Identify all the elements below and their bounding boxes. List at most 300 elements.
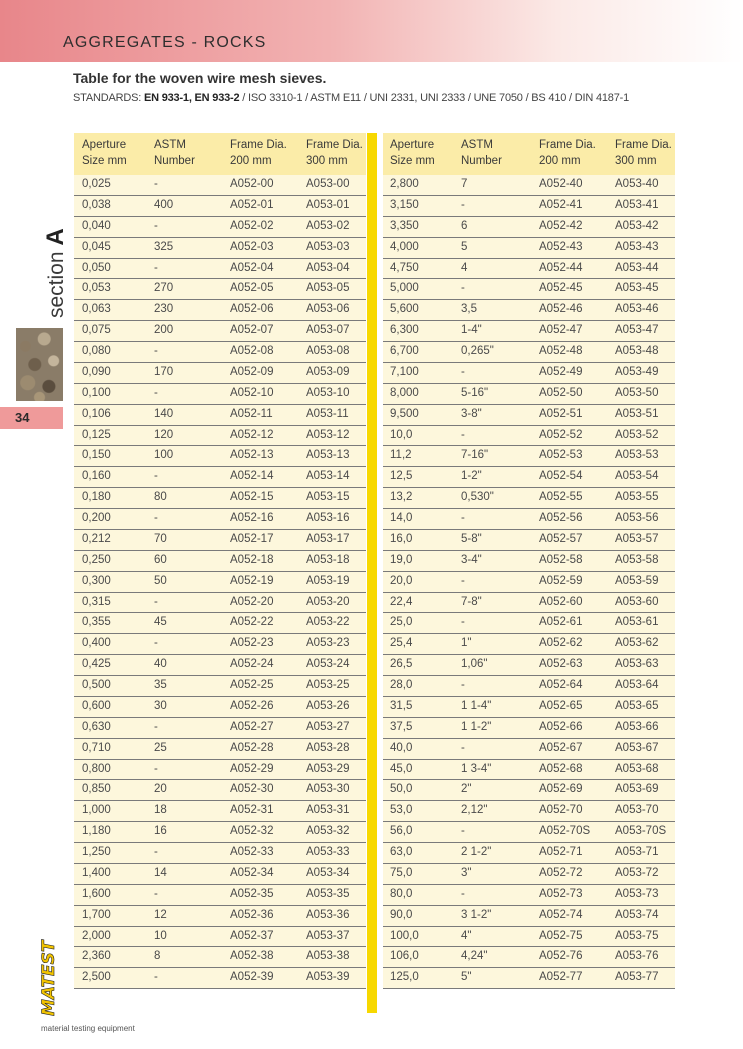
cell-astm: 40 (154, 658, 167, 671)
cell-frame-300: A053-49 (615, 365, 659, 378)
cell-frame-300: A053-50 (615, 386, 659, 399)
cell-frame-200: A052-34 (230, 866, 274, 879)
table-row (383, 655, 675, 676)
cell-frame-200: A052-32 (230, 825, 274, 838)
cell-aperture: 2,800 (390, 178, 419, 190)
cell-frame-200: A052-37 (230, 929, 274, 942)
cell-aperture: 0,053 (82, 282, 111, 295)
cell-astm: 1,06" (461, 658, 488, 671)
cell-frame-200: A052-33 (230, 846, 274, 858)
cell-astm: - (154, 846, 158, 858)
cell-astm: 1" (461, 637, 472, 650)
cell-frame-200: A052-75 (539, 929, 583, 942)
cell-astm: 6 (461, 219, 468, 232)
table-row (383, 864, 675, 885)
table-row (74, 885, 366, 906)
cell-frame-300: A053-06 (306, 303, 350, 316)
cell-frame-300: A053-67 (615, 741, 659, 754)
cell-aperture: 106,0 (390, 950, 419, 963)
table-row (74, 238, 366, 259)
sieve-table-left (74, 133, 366, 989)
matest-logo: MATEST (39, 940, 59, 1016)
table-row (74, 405, 366, 426)
cell-frame-200: A052-76 (539, 950, 583, 963)
table-row (74, 175, 366, 196)
table-row (74, 822, 366, 843)
cell-frame-200: A052-10 (230, 386, 274, 399)
table-row (383, 405, 675, 426)
cell-aperture: 26,5 (390, 658, 413, 671)
cell-aperture: 4,750 (390, 261, 419, 274)
cell-frame-300: A053-01 (306, 198, 350, 211)
cell-aperture: 53,0 (390, 804, 413, 817)
cell-astm: - (154, 512, 158, 524)
col-frame-300: Frame Dia. 300 mm (615, 139, 672, 167)
standards-prefix: STANDARDS: (73, 92, 144, 104)
table-row (74, 780, 366, 801)
cell-aperture: 0,040 (82, 219, 111, 232)
cell-frame-300: A053-68 (615, 762, 659, 775)
cell-frame-300: A053-60 (615, 595, 659, 608)
cell-aperture: 1,000 (82, 804, 111, 817)
cell-aperture: 0,355 (82, 616, 111, 629)
cell-astm: 325 (154, 240, 174, 253)
cell-frame-300: A053-52 (615, 428, 659, 441)
cell-frame-200: A052-59 (539, 574, 583, 587)
cell-aperture: 1,180 (82, 825, 111, 838)
cell-astm: 30 (154, 699, 167, 712)
cell-aperture: 6,300 (390, 324, 419, 337)
table-row (74, 927, 366, 948)
cell-frame-300: A053-69 (615, 783, 659, 796)
cell-frame-200: A052-07 (230, 324, 274, 337)
page-number-tab (0, 407, 63, 429)
col-frame-200: Frame Dia. 200 mm (230, 139, 287, 167)
table-row (74, 760, 366, 781)
cell-astm: - (461, 616, 465, 629)
cell-frame-300: A053-14 (306, 470, 350, 483)
cell-frame-300: A053-16 (306, 512, 350, 524)
table-row (74, 467, 366, 488)
aggregate-thumbnail-image (16, 328, 63, 401)
cell-aperture: 12,5 (390, 470, 413, 483)
cell-astm: 140 (154, 407, 174, 420)
cell-aperture: 56,0 (390, 825, 413, 838)
cell-frame-200: A052-09 (230, 365, 274, 378)
cell-astm: 5 (461, 240, 468, 253)
cell-frame-300: A053-32 (306, 825, 350, 838)
cell-astm: - (461, 887, 465, 900)
table-row (383, 509, 675, 530)
cell-frame-200: A052-35 (230, 887, 274, 900)
cell-astm: 3" (461, 866, 472, 879)
cell-astm: 0,530" (461, 491, 494, 504)
cell-aperture: 20,0 (390, 574, 413, 587)
cell-frame-300: A053-57 (615, 532, 659, 545)
cell-astm: 270 (154, 282, 174, 295)
cell-astm: 7-8" (461, 595, 482, 608)
table-body (383, 175, 675, 989)
cell-aperture: 2,500 (82, 971, 111, 984)
table-row (383, 467, 675, 488)
cell-frame-200: A052-05 (230, 282, 274, 295)
cell-aperture: 0,125 (82, 428, 111, 441)
cell-frame-200: A052-42 (539, 219, 583, 232)
cell-frame-300: A053-70S (615, 825, 667, 838)
cell-frame-200: A052-17 (230, 532, 274, 545)
cell-frame-200: A052-68 (539, 762, 583, 775)
cell-frame-300: A053-40 (615, 178, 659, 190)
col-astm: ASTM Number (154, 139, 195, 167)
cell-frame-200: A052-04 (230, 261, 274, 274)
cell-astm: - (154, 720, 158, 733)
cell-frame-200: A052-46 (539, 303, 583, 316)
table-row (74, 551, 366, 572)
cell-frame-300: A053-30 (306, 783, 350, 796)
cell-aperture: 0,212 (82, 532, 111, 545)
page-number: 34 (15, 410, 30, 425)
cell-astm: 3-4" (461, 553, 482, 566)
table-row (383, 384, 675, 405)
cell-aperture: 50,0 (390, 783, 413, 796)
cell-frame-300: A053-51 (615, 407, 659, 420)
cell-aperture: 0,045 (82, 240, 111, 253)
cell-aperture: 10,0 (390, 428, 413, 441)
cell-frame-300: A053-02 (306, 219, 350, 232)
cell-astm: 5" (461, 971, 472, 984)
cell-frame-200: A052-39 (230, 971, 274, 984)
cell-astm: - (154, 219, 158, 232)
cell-astm: - (154, 470, 158, 483)
cell-astm: 4 (461, 261, 468, 274)
cell-frame-300: A053-42 (615, 219, 659, 232)
col-aperture: Aperture Size mm (82, 139, 127, 167)
table-row (383, 300, 675, 321)
cell-frame-200: A052-56 (539, 512, 583, 524)
table-row (74, 426, 366, 447)
cell-astm: 12 (154, 908, 167, 921)
cell-frame-300: A053-20 (306, 595, 350, 608)
cell-astm: 60 (154, 553, 167, 566)
cell-astm: 14 (154, 866, 167, 879)
cell-frame-200: A052-12 (230, 428, 274, 441)
cell-frame-300: A053-41 (615, 198, 659, 211)
cell-astm: - (154, 637, 158, 650)
cell-aperture: 0,063 (82, 303, 111, 316)
cell-astm: 1 3-4" (461, 762, 492, 775)
table-row (383, 488, 675, 509)
cell-aperture: 125,0 (390, 971, 419, 984)
table-row (383, 634, 675, 655)
cell-astm: 35 (154, 679, 167, 691)
cell-frame-200: A052-77 (539, 971, 583, 984)
cell-aperture: 1,700 (82, 908, 111, 921)
cell-aperture: 0,160 (82, 470, 111, 483)
cell-frame-300: A053-17 (306, 532, 350, 545)
cell-aperture: 40,0 (390, 741, 413, 754)
cell-aperture: 0,500 (82, 679, 111, 691)
cell-frame-200: A052-69 (539, 783, 583, 796)
section-word: section (45, 245, 68, 318)
cell-aperture: 0,075 (82, 324, 111, 337)
cell-frame-200: A052-45 (539, 282, 583, 295)
table-row (383, 801, 675, 822)
cell-frame-200: A052-61 (539, 616, 583, 629)
cell-astm: 7 (461, 178, 468, 190)
cell-frame-200: A052-26 (230, 699, 274, 712)
cell-frame-200: A052-51 (539, 407, 583, 420)
cell-frame-300: A053-75 (615, 929, 659, 942)
cell-frame-200: A052-66 (539, 720, 583, 733)
table-row (74, 279, 366, 300)
table-row (74, 593, 366, 614)
cell-astm: 25 (154, 741, 167, 754)
sieve-table-right (383, 133, 675, 989)
cell-astm: - (461, 428, 465, 441)
cell-aperture: 2,000 (82, 929, 111, 942)
cell-frame-200: A052-58 (539, 553, 583, 566)
cell-frame-300: A053-70 (615, 804, 659, 817)
header-band (0, 0, 743, 62)
table-row (383, 342, 675, 363)
cell-frame-300: A053-13 (306, 449, 350, 462)
cell-frame-200: A052-23 (230, 637, 274, 650)
cell-aperture: 0,106 (82, 407, 111, 420)
table-row (383, 927, 675, 948)
cell-frame-200: A052-20 (230, 595, 274, 608)
cell-aperture: 0,050 (82, 261, 111, 274)
cell-astm: - (154, 261, 158, 274)
cell-frame-300: A053-28 (306, 741, 350, 754)
cell-frame-200: A052-38 (230, 950, 274, 963)
cell-frame-200: A052-11 (230, 407, 273, 420)
table-row (383, 676, 675, 697)
table-row (383, 906, 675, 927)
cell-frame-300: A053-54 (615, 470, 659, 483)
cell-astm: - (461, 198, 465, 211)
standards-bold: EN 933-1, EN 933-2 (143, 92, 240, 104)
table-row (383, 551, 675, 572)
cell-astm: - (154, 887, 158, 900)
cell-frame-300: A053-43 (615, 240, 659, 253)
cell-frame-200: A052-40 (539, 178, 583, 190)
table-row (383, 822, 675, 843)
cell-astm: - (461, 741, 465, 754)
cell-astm: 70 (154, 532, 167, 545)
cell-frame-200: A052-44 (539, 261, 583, 274)
cell-astm: 20 (154, 783, 167, 796)
cell-astm: 4,24" (461, 950, 488, 963)
col-frame-200: Frame Dia. 200 mm (539, 139, 596, 167)
cell-frame-300: A053-66 (615, 720, 659, 733)
cell-frame-300: A053-73 (615, 887, 659, 900)
cell-frame-300: A053-25 (306, 679, 350, 691)
table-row (383, 760, 675, 781)
cell-frame-200: A052-48 (539, 345, 583, 357)
cell-astm: - (154, 595, 158, 608)
cell-frame-200: A052-41 (539, 198, 583, 211)
table-row (74, 509, 366, 530)
table-row (74, 217, 366, 238)
table-row (74, 655, 366, 676)
table-row (383, 321, 675, 342)
table-row (74, 321, 366, 342)
cell-frame-300: A053-26 (306, 699, 350, 712)
cell-aperture: 1,400 (82, 866, 111, 879)
table-row (74, 613, 366, 634)
cell-astm: 2,12" (461, 804, 488, 817)
cell-frame-300: A053-34 (306, 866, 350, 879)
cell-frame-300: A053-71 (615, 846, 659, 858)
cell-aperture: 28,0 (390, 679, 413, 691)
cell-astm: - (461, 282, 465, 295)
table-row (74, 676, 366, 697)
standards-rest: / ISO 3310-1 / ASTM E11 / UNI 2331, UNI 2333 / UNE 7050 / BS 410 / DIN 4187-1 (239, 92, 629, 104)
cell-frame-200: A052-00 (230, 178, 274, 190)
cell-frame-200: A052-73 (539, 887, 583, 900)
table-row (74, 968, 366, 989)
cell-astm: 45 (154, 616, 167, 629)
cell-frame-200: A052-72 (539, 866, 583, 879)
cell-frame-200: A052-47 (539, 324, 583, 337)
cell-astm: 7-16" (461, 449, 489, 462)
cell-frame-300: A053-19 (306, 574, 350, 587)
table-row (383, 968, 675, 989)
cell-frame-300: A053-77 (615, 971, 659, 984)
cell-aperture: 0,150 (82, 449, 111, 462)
cell-astm: 16 (154, 825, 167, 838)
cell-frame-300: A053-59 (615, 574, 659, 587)
cell-frame-300: A053-63 (615, 658, 659, 671)
cell-astm: - (154, 762, 158, 775)
table-row (383, 363, 675, 384)
table-row (383, 718, 675, 739)
table-divider (367, 133, 377, 1013)
cell-frame-200: A052-08 (230, 345, 274, 357)
cell-astm: 400 (154, 198, 174, 211)
cell-frame-300: A053-12 (306, 428, 350, 441)
table-row (383, 613, 675, 634)
cell-frame-300: A053-31 (306, 804, 350, 817)
cell-frame-300: A053-15 (306, 491, 350, 504)
cell-frame-300: A053-36 (306, 908, 350, 921)
table-row (74, 634, 366, 655)
page-header-title: AGGREGATES - ROCKS (63, 34, 267, 51)
cell-aperture: 31,5 (390, 699, 413, 712)
cell-frame-200: A052-57 (539, 532, 583, 545)
table-row (383, 238, 675, 259)
table-row (383, 196, 675, 217)
standards-line (73, 92, 629, 104)
cell-astm: 100 (154, 449, 174, 462)
cell-frame-200: A052-27 (230, 720, 274, 733)
cell-astm: 1 1-2" (461, 720, 492, 733)
table-row (383, 446, 675, 467)
table-header (74, 133, 366, 175)
cell-aperture: 63,0 (390, 846, 413, 858)
cell-aperture: 0,090 (82, 365, 111, 378)
cell-aperture: 0,250 (82, 553, 111, 566)
cell-astm: 50 (154, 574, 167, 587)
cell-frame-300: A053-39 (306, 971, 350, 984)
cell-aperture: 3,350 (390, 219, 419, 232)
cell-astm: 1 1-4" (461, 699, 492, 712)
col-frame-300: Frame Dia. 300 mm (306, 139, 363, 167)
cell-aperture: 2,360 (82, 950, 111, 963)
cell-aperture: 100,0 (390, 929, 419, 942)
cell-frame-300: A053-56 (615, 512, 659, 524)
cell-frame-300: A053-23 (306, 637, 350, 650)
table-row (383, 843, 675, 864)
cell-astm: - (461, 512, 465, 524)
table-body (74, 175, 366, 989)
cell-frame-200: A052-14 (230, 470, 274, 483)
cell-frame-200: A052-49 (539, 365, 583, 378)
cell-frame-300: A053-18 (306, 553, 350, 566)
cell-frame-200: A052-43 (539, 240, 583, 253)
cell-frame-300: A053-65 (615, 699, 659, 712)
cell-frame-200: A052-01 (230, 198, 274, 211)
cell-frame-200: A052-52 (539, 428, 583, 441)
col-astm: ASTM Number (461, 139, 502, 167)
table-row (74, 864, 366, 885)
table-row (383, 885, 675, 906)
cell-frame-300: A053-45 (615, 282, 659, 295)
table-row (74, 697, 366, 718)
cell-frame-300: A053-44 (615, 261, 659, 274)
cell-astm: 120 (154, 428, 174, 441)
cell-astm: 170 (154, 365, 174, 378)
cell-aperture: 11,2 (390, 449, 412, 462)
cell-frame-200: A052-16 (230, 512, 274, 524)
cell-aperture: 0,300 (82, 574, 111, 587)
cell-aperture: 19,0 (390, 553, 413, 566)
table-row (74, 363, 366, 384)
table-row (74, 530, 366, 551)
cell-frame-300: A053-61 (615, 616, 659, 629)
table-row (383, 259, 675, 280)
cell-astm: 200 (154, 324, 174, 337)
table-row (74, 739, 366, 760)
table-row (383, 697, 675, 718)
cell-frame-200: A052-24 (230, 658, 274, 671)
cell-astm: 4" (461, 929, 472, 942)
section-label (42, 228, 70, 318)
cell-frame-200: A052-13 (230, 449, 274, 462)
cell-aperture: 7,100 (390, 365, 419, 378)
cell-frame-200: A052-55 (539, 491, 583, 504)
cell-aperture: 0,200 (82, 512, 111, 524)
cell-aperture: 0,025 (82, 178, 111, 190)
cell-astm: - (461, 574, 465, 587)
table-row (383, 530, 675, 551)
cell-frame-300: A053-27 (306, 720, 350, 733)
cell-astm: 5-16" (461, 386, 489, 399)
table-row (74, 196, 366, 217)
cell-astm: 8 (154, 950, 161, 963)
cell-aperture: 13,2 (390, 491, 413, 504)
cell-frame-300: A053-55 (615, 491, 659, 504)
cell-astm: 2" (461, 783, 472, 796)
cell-frame-300: A053-09 (306, 365, 350, 378)
cell-aperture: 9,500 (390, 407, 419, 420)
cell-aperture: 0,800 (82, 762, 111, 775)
cell-frame-200: A052-28 (230, 741, 274, 754)
cell-aperture: 25,0 (390, 616, 413, 629)
cell-aperture: 0,850 (82, 783, 111, 796)
cell-aperture: 0,080 (82, 345, 111, 357)
cell-frame-200: A052-65 (539, 699, 583, 712)
